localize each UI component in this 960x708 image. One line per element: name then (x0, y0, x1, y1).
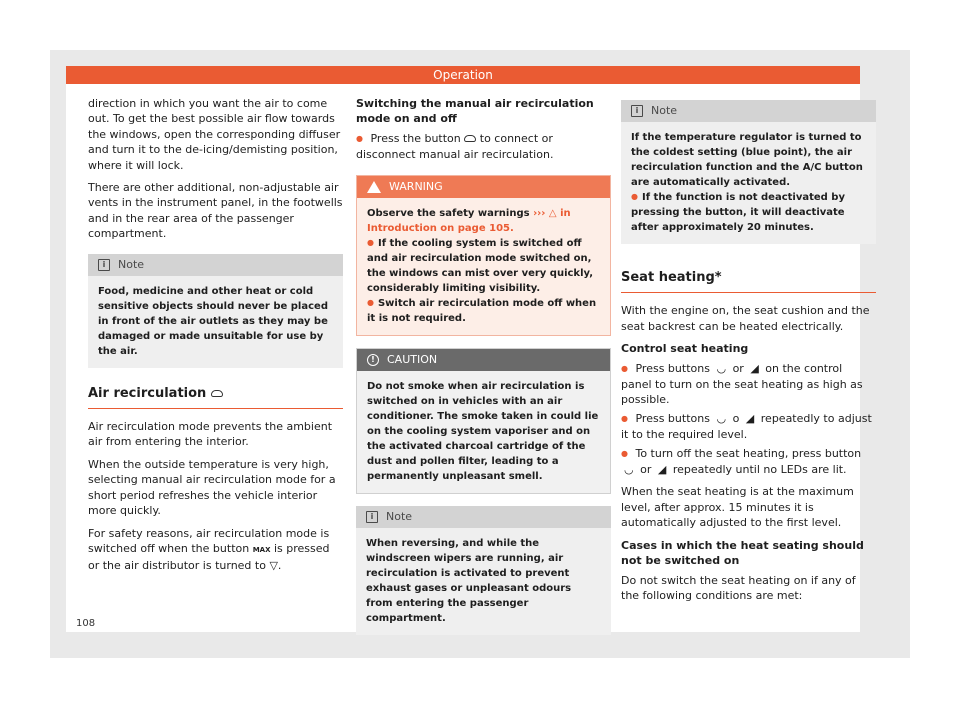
note-label: Note (651, 104, 678, 118)
warning-triangle-icon (367, 181, 381, 193)
page-reference-link[interactable]: in Introduction on page 105. (367, 207, 571, 234)
section-heading: Air recirculation (88, 386, 343, 409)
paragraph: When the outside temperature is very high, selecting manual air recirculation mode for a short period refreshes the vehicle interior more quickly. (88, 457, 336, 518)
seat-heat-right-icon: ◢ (750, 361, 759, 375)
note-label: Note (386, 509, 413, 523)
caution-label: CAUTION (387, 352, 438, 366)
section-heading: Seat heating* (621, 270, 876, 293)
warning-box (356, 175, 611, 336)
note-text: When reversing, and while the windscreen wipers are running, air recirculation is activated to prevent exhaust gases or unpleasant odours from entering the passenger compartment. (356, 528, 611, 635)
section-header: Operation (66, 66, 860, 84)
warning-triangle-icon: △ (548, 207, 557, 219)
arrow-icon: ››› (533, 207, 546, 219)
column-left (88, 96, 343, 581)
column-right (621, 96, 876, 610)
paragraph: When the seat heating is at the maximum level, after approx. 15 minutes it is automatically adjusted to the first level. (621, 485, 854, 530)
note-box (356, 506, 611, 635)
subheading: Control seat heating (621, 342, 749, 356)
note-box (621, 100, 876, 244)
info-icon: i (631, 105, 643, 117)
recirculation-icon (464, 135, 476, 142)
bullet-item: ● To turn off the seat heating, press button ◡ or ◢ repeatedly until no LEDs are lit. (621, 446, 876, 478)
paragraph: With the engine on, the seat cushion and the seat backrest can be heated electrically. (621, 304, 870, 333)
info-icon: i (366, 511, 378, 523)
caution-box (356, 348, 611, 494)
paragraph: Air recirculation mode prevents the ambient air from entering the interior. (88, 420, 333, 449)
bullet-item: ● Switch air recirculation mode off when it is not required. (367, 296, 600, 326)
subheading: Cases in which the heat seating should not be switched on (621, 538, 864, 568)
note-text: Food, medicine and other heat or cold sensitive objects should never be placed in front of the air outlets as they may be damaged or made unsuitable for use by the air. (88, 276, 343, 368)
note-text: If the temperature regulator is turned to the coldest setting (blue point), the air recirculation function and the A/C button are automatically activated. (631, 132, 863, 188)
seat-heat-left-icon: ◡ (716, 361, 727, 375)
bullet-item: ● If the function is not deactivated by pressing the button, it will deactivate after approximately 20 minutes. (631, 190, 866, 235)
subheading: Switching the manual air recirculation mode on and off (356, 97, 594, 126)
page-content (66, 84, 872, 632)
seat-heat-right-icon: ◢ (745, 411, 755, 425)
note-label: Note (118, 257, 145, 271)
seat-heat-right-icon: ◢ (657, 463, 667, 477)
column-middle (356, 96, 611, 647)
bullet-item: ● Press buttons ◡ or ◢ on the control panel to turn on the seat heating as high as possible. (621, 361, 876, 408)
max-defrost-icon: MAX (252, 545, 271, 554)
warning-label: WARNING (389, 179, 443, 193)
exclamation-circle-icon: ! (367, 354, 379, 366)
bullet-item: ● Press buttons ◡ o ◢ repeatedly to adjust it to the required level. (621, 411, 876, 443)
paragraph: For safety reasons, air recirculation mode is switched off when the button MAX is pressed or the air distributor is turned to ▽. (88, 526, 330, 573)
note-box (88, 254, 343, 368)
seat-heat-left-icon: ◡ (716, 411, 727, 425)
bullet-item: ● If the cooling system is switched off and air recirculation mode switched on, the windows can mist over very quickly, considerably limiting visibility. (367, 236, 600, 296)
caution-text: Do not smoke when air recirculation is switched on in vehicles with an air conditioner. The smoke taken in could lie on the cooling system vaporiser and on the activated charcoal cartridge of the dust and pollen filter, leading to a permanently unpleasant smell. (357, 371, 610, 493)
page-number: 108 (76, 618, 96, 629)
seat-heat-left-icon: ◡ (624, 463, 634, 477)
paragraph: Do not switch the seat heating on if any of the following conditions are met: (621, 573, 856, 602)
paragraph: There are other additional, non-adjustable air vents in the instrument panel, in the footwells and in the rear area of the passenger compartment. (88, 181, 343, 241)
bullet-item: ● Press the button to connect or disconnect manual air recirculation. (356, 131, 611, 163)
info-icon: i (98, 259, 110, 271)
warning-intro: Observe the safety warnings ››› △ in Introduction on page 105. (367, 207, 571, 234)
recirculation-icon (211, 390, 223, 397)
paragraph: direction in which you want the air to come out. To get the best possible air flow towards the windows, open the corresponding diffuser and turn it to the de-icing/demisting position, where it will lock. (88, 97, 341, 172)
windscreen-icon: ▽ (269, 559, 278, 573)
